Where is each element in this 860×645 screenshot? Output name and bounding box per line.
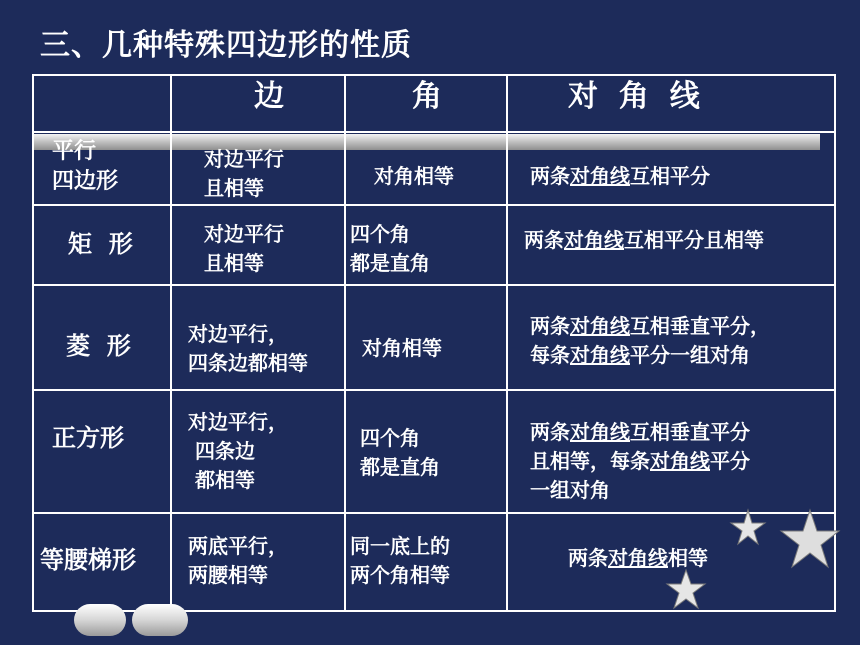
side-property-line: 四条边 [188,439,255,463]
diagonal-text: 两条 [530,164,570,188]
diagonal-text: 相等 [668,546,708,570]
diagonal-property-line [530,418,750,447]
diagonal-property-line [530,341,770,370]
shape-name-line: 四边形 [52,169,119,194]
diagonal-text: 且相等，每条 [530,449,650,473]
angle-property-line: 都是直角 [350,251,430,275]
header-angle: 角 [412,79,442,114]
diagonal-property [530,162,710,191]
diagonal-text: 平分一组对角 [630,343,750,367]
angle-property-line: 都是直角 [360,455,440,479]
column-divider [170,76,172,610]
header-diagonal: 对 角 线 [568,79,700,114]
diagonal-property-line [530,312,770,341]
angle-property [360,424,440,482]
slide-title: 三、几种特殊四边形的性质 [40,28,412,63]
star-icon [728,508,768,548]
diagonal-text: 两条 [524,228,564,252]
shape-name [52,422,124,454]
side-property-line: 且相等 [204,251,264,275]
diagonal-term: 对角线 [570,164,630,188]
side-property [188,532,288,590]
angle-property-line: 两个角相等 [350,563,450,587]
header-side: 边 [254,79,284,114]
diagonal-text: 两条 [568,546,608,570]
side-property-line: 对边平行， [188,410,288,434]
diagonal-property [530,418,750,505]
diagonal-property-line [524,226,764,255]
diagonal-text: 互相垂直平分 [630,420,750,444]
diagonal-term: 对角线 [650,449,710,473]
diagonal-text: 互相垂直平分， [630,314,770,338]
angle-property [350,532,450,590]
row-divider [34,512,834,514]
angle-property [362,334,442,363]
side-property-line: 两腰相等 [188,563,268,587]
angle-property [374,162,454,191]
diagonal-text: 平分 [710,449,750,473]
row-divider [34,389,834,391]
diagonal-text: 两条 [530,314,570,338]
diagonal-text: 一组对角 [530,478,610,502]
angle-property-line: 四个角 [350,222,410,246]
nav-pill-left [74,604,126,636]
angle-property-line: 对角相等 [362,336,442,360]
side-property-line: 四条边都相等 [188,351,308,375]
diagonal-term: 对角线 [608,546,668,570]
side-property [188,320,308,378]
shape-name-line: 矩 形 [68,230,133,258]
row-divider [34,204,834,206]
column-divider [506,76,508,610]
angle-property-line: 同一底上的 [350,534,450,558]
column-divider [344,76,346,610]
shape-name-line: 等腰梯形 [40,546,136,574]
side-property-line: 对边平行 [204,222,284,246]
side-property [188,408,288,495]
diagonal-property-line [530,162,710,191]
diagonal-term: 对角线 [570,343,630,367]
side-property-line: 对边平行 [204,147,284,171]
diagonal-property-line [530,476,750,505]
side-property [204,145,284,203]
diagonal-text: 互相平分 [630,164,710,188]
decorative-bar [34,134,820,150]
angle-property-line: 对角相等 [374,164,454,188]
diagonal-text: 两条 [530,420,570,444]
shape-name [40,544,136,576]
angle-property [350,220,430,278]
diagonal-text: 互相平分且相等 [624,228,764,252]
side-property-line: 且相等 [204,176,264,200]
nav-pill-right [132,604,188,636]
shape-name [68,228,133,260]
side-property-line: 对边平行， [188,322,288,346]
angle-property-line: 四个角 [360,426,420,450]
diagonal-property [524,226,764,255]
shape-name-line: 平行 [52,139,97,164]
diagonal-property [530,312,770,370]
shape-name [52,137,118,197]
diagonal-property-line [530,447,750,476]
side-property-line: 都相等 [188,468,255,492]
shape-name-line: 菱 形 [66,332,131,360]
side-property-line: 两底平行， [188,534,288,558]
diagonal-term: 对角线 [564,228,624,252]
row-divider [34,131,834,133]
row-divider [34,284,834,286]
diagonal-term: 对角线 [570,314,630,338]
shape-name-line: 正方形 [52,424,124,452]
diagonal-text: 每条 [530,343,570,367]
star-icon [664,568,708,612]
side-property [204,220,284,278]
shape-name [66,330,131,362]
star-icon [778,508,842,572]
diagonal-term: 对角线 [570,420,630,444]
